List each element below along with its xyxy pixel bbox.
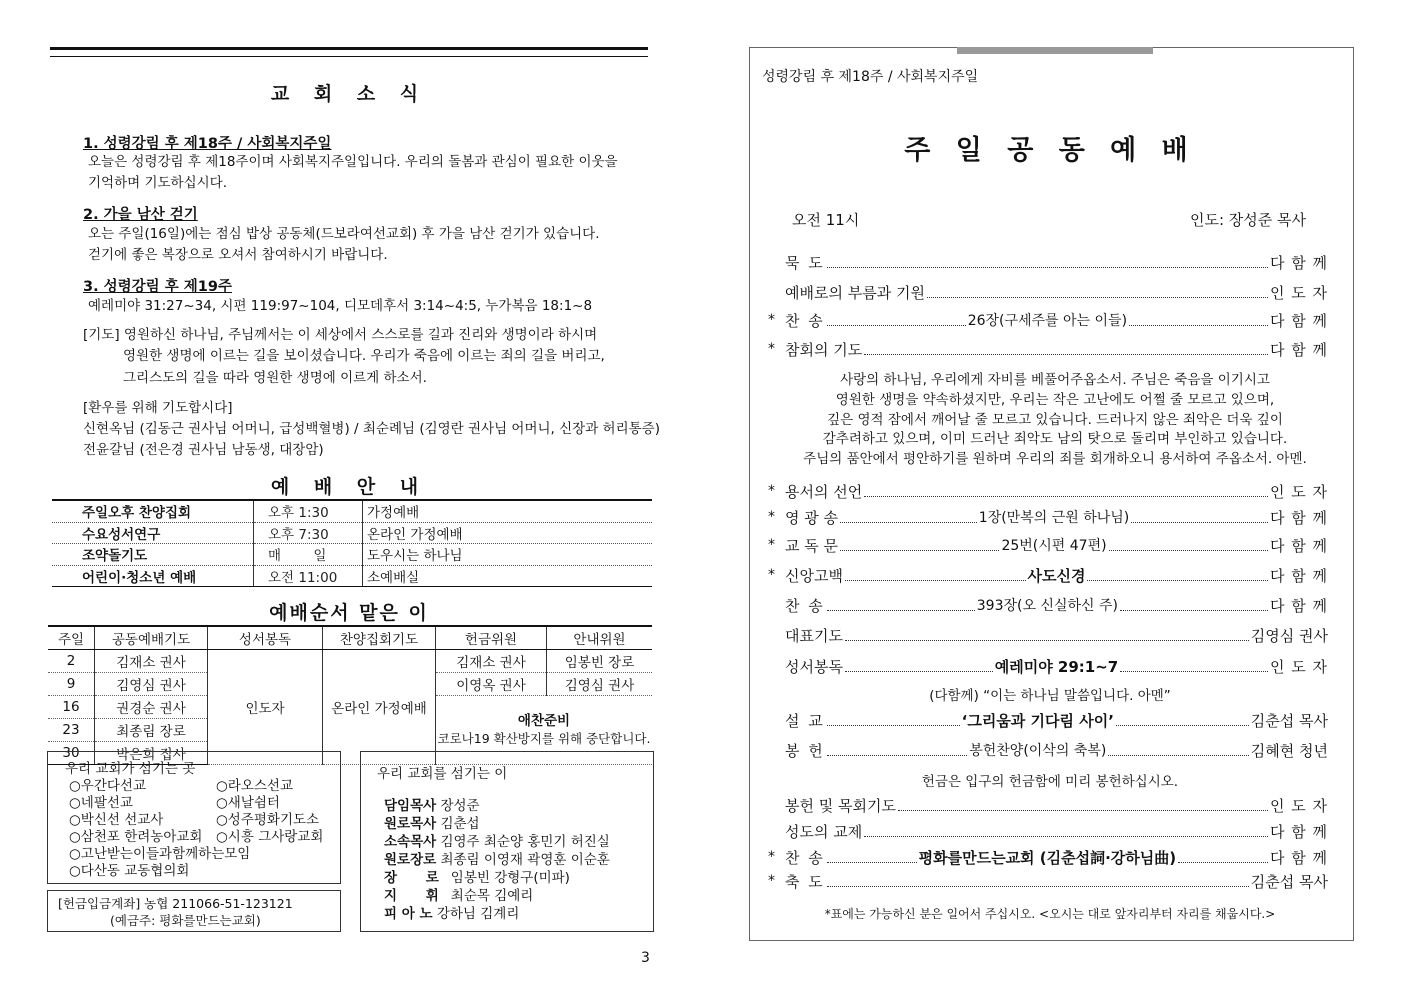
- order-detail: 봉헌찬양(이삭의 축복): [969, 743, 1107, 759]
- order-label: 예배로의 부름과 기원: [785, 283, 925, 302]
- order-detail: 1장(만복의 근원 하나님): [978, 510, 1130, 526]
- order-row: [768, 250, 1328, 274]
- order-performer: 다 함 께: [1269, 822, 1328, 841]
- dot-leader: [1120, 661, 1268, 672]
- dot-leader: [827, 600, 975, 611]
- staff-row: [384, 866, 570, 886]
- order-performer: 다 함 께: [1270, 536, 1329, 555]
- order-performer: 인 도 자: [1269, 796, 1328, 815]
- order-detail: 26장(구세주를 아는 이들): [967, 313, 1128, 329]
- dot-leader: [864, 344, 1268, 355]
- service-time: 매 일: [254, 544, 363, 566]
- news-title: 교 회 소 식: [270, 83, 428, 105]
- news-line: 기억하며 기도하십시다.: [88, 175, 227, 191]
- service-place: 가정예배: [363, 500, 653, 522]
- order-label: 묵 도: [785, 253, 825, 272]
- order-row: [768, 280, 1328, 304]
- footnote: *표에는 가능하신 분은 일어서 주십시오. <오시는 대로 앞자리부터 자리를 채웁시다.>: [824, 907, 1276, 921]
- order-star: *: [768, 341, 775, 357]
- staff-row: [384, 902, 519, 922]
- service-leader: 인도: 장성준 목사: [1190, 211, 1307, 229]
- order-label: 찬 송: [785, 311, 825, 330]
- dot-leader: [827, 852, 917, 863]
- confession-line: 깊은 영적 잠에서 깨어날 줄 모르고 있습니다. 드러나지 않은 죄악은 더욱 깊이: [827, 411, 1283, 428]
- duty-table: [48, 625, 652, 765]
- service-place: 도우시는 하나님: [363, 544, 653, 566]
- dot-leader: [1108, 745, 1248, 756]
- duty-offering: 이영옥 권사: [436, 673, 547, 696]
- sick-line: 전윤갈님 (전은경 권사님 남동생, 대장암): [83, 442, 324, 458]
- response-text: (다함께) “이는 하나님 말씀입니다. 아멘”: [929, 688, 1171, 704]
- service-time: 오전 11:00: [254, 565, 363, 587]
- offering-note: 헌금은 입구의 헌금함에 미리 봉헌하십시오.: [921, 774, 1179, 790]
- staff-role: 소속목사: [384, 834, 437, 850]
- order-row: [768, 533, 1328, 557]
- order-label: 찬 송: [785, 596, 825, 615]
- mission-item: ○다산동 교동협의회: [69, 863, 190, 879]
- order-label: 성도의 교제: [785, 822, 863, 841]
- prayer-line: [기도] 영원하신 하나님, 주님께서는 이 세상에서 스스로를 길과 진리와 생명이라 하시며: [83, 327, 598, 343]
- order-row: [768, 845, 1328, 869]
- mission-item: ○새날쉼터: [216, 795, 280, 811]
- order-row: [768, 819, 1328, 843]
- service-name: 주일오후 찬양집회: [52, 500, 254, 522]
- staff-role: 장 로: [384, 870, 451, 886]
- dot-leader: [927, 287, 1268, 298]
- dot-leader: [1129, 315, 1268, 326]
- dot-leader: [840, 512, 977, 523]
- news-heading-3: 3. 성령강림 후 제19주: [83, 279, 232, 295]
- staff-box: [360, 751, 654, 932]
- col-header: 성서봉독: [208, 626, 323, 650]
- order-star: *: [768, 312, 775, 328]
- service-place: 온라인 가정예배: [363, 522, 653, 544]
- mission-item: ○박신선 선교사: [69, 812, 164, 828]
- order-row: [768, 869, 1328, 893]
- duty-reading: 인도자: [208, 650, 323, 765]
- news-heading-2: 2. 가을 남산 걷기: [83, 207, 198, 223]
- order-row: [768, 738, 1328, 762]
- order-row: [768, 793, 1328, 817]
- order-performer: 김영심 권사: [1250, 626, 1328, 645]
- dot-leader: [864, 826, 1268, 837]
- staff-names: 강하님 김계리: [436, 906, 520, 922]
- order-row: [768, 337, 1328, 361]
- order-detail: 예레미야 29:1~7: [994, 657, 1119, 676]
- table-row: [52, 544, 652, 566]
- order-label: 축 도: [785, 872, 825, 891]
- mission-item: ○라오스선교: [216, 778, 293, 794]
- mission-item: ○고난받는이들과함께하는모임: [69, 846, 251, 862]
- order-label: 교 독 문: [785, 536, 839, 555]
- mission-item: ○성주평화기도소: [216, 812, 320, 828]
- staff-role: 피 아 노: [384, 906, 433, 922]
- order-performer: 김춘섭 목사: [1250, 872, 1328, 891]
- table-row: [52, 500, 652, 522]
- confession-line: 영원한 생명을 약속하셨지만, 우리는 작은 고난에도 어쩔 줄 모르고 있으며,: [835, 391, 1275, 408]
- duty-usher: 김영심 권사: [547, 673, 653, 696]
- page-title: 주 일 공 동 예 배: [904, 135, 1196, 166]
- sick-line: 신현옥님 (김동근 권사님 어머니, 급성백혈병) / 최순례님 (김영란 권사님 어머니, 신장과 허리통증): [83, 421, 660, 437]
- mission-box: [47, 751, 341, 884]
- order-label: 대표기도: [785, 626, 843, 645]
- duty-prayer: 박은희 집사: [95, 742, 208, 765]
- confession-line: 주님의 품안에서 평안하기를 원하며 우리의 죄를 회개하오니 용서하여 주옵소서. 아멘.: [803, 451, 1307, 468]
- service-time: 오전 11시: [792, 211, 860, 229]
- order-row: [768, 505, 1328, 529]
- service-table: [52, 499, 652, 587]
- staff-role: 담임목사: [384, 798, 437, 814]
- top-rule: [50, 47, 648, 57]
- order-detail: 393장(오 신실하신 주): [976, 598, 1118, 614]
- staff-names: 장성준: [440, 798, 480, 814]
- dot-leader: [827, 745, 967, 756]
- order-star: *: [768, 849, 775, 865]
- col-header: 공동예배기도: [95, 626, 208, 650]
- order-performer: 다 함 께: [1270, 596, 1329, 615]
- order-detail: ‘그리움과 기다림 사이’: [961, 711, 1114, 730]
- duty-day: 9: [48, 673, 95, 696]
- dot-leader: [1120, 600, 1268, 611]
- page-header: 성령강림 후 제18주 / 사회복지주일: [762, 69, 979, 85]
- mission-item: ○우간다선교: [69, 778, 146, 794]
- duty-offering: 김재소 권사: [436, 650, 547, 673]
- staff-row: [384, 812, 480, 832]
- order-star: *: [768, 509, 775, 525]
- account-line: [헌금입금계좌] 농협 211066-51-123121: [58, 896, 293, 911]
- table-row: [52, 522, 652, 544]
- order-performer: 인 도 자: [1269, 283, 1328, 302]
- mission-item: ○시흥 그사랑교회: [216, 829, 324, 845]
- col-header: 헌금위원: [436, 626, 547, 650]
- confession-line: 감추려하고 있으며, 이미 드러난 죄악도 남의 탓으로 돌리며 부인하고 있습니다.: [822, 431, 1288, 448]
- order-label: 참회의 기도: [785, 340, 863, 359]
- order-label: 영 광 송: [785, 508, 839, 527]
- duty-prayer: 김재소 권사: [95, 650, 208, 673]
- dot-leader: [1116, 715, 1249, 726]
- dot-leader: [840, 540, 999, 551]
- staff-names: 최종림 이영재 곽영훈 이순훈: [440, 852, 610, 868]
- staff-row: [384, 794, 480, 814]
- staff-row: [384, 884, 533, 904]
- duty-day: 2: [48, 650, 95, 673]
- order-label: 신앙고백: [785, 566, 843, 585]
- duty-day: 16: [48, 696, 95, 719]
- duty-prayer: 김영심 권사: [95, 673, 208, 696]
- order-performer: 다 함 께: [1270, 566, 1329, 585]
- dot-leader: [1131, 512, 1268, 523]
- prayer-line: 그리스도의 길을 따라 영원한 생명에 이르게 하소서.: [123, 370, 427, 386]
- order-row: [768, 308, 1328, 332]
- staff-role: 지 휘: [384, 888, 451, 904]
- order-detail: 사도신경: [1027, 566, 1086, 585]
- dot-leader: [827, 315, 966, 326]
- service-name: 수요성서연구: [52, 522, 254, 544]
- news-line: 예레미야 31:27~34, 시편 119:97~104, 디모데후서 3:14~4:5, 누가복음 18:1~8: [88, 298, 593, 314]
- order-performer: 김춘섭 목사: [1250, 711, 1329, 730]
- col-header: 안내위원: [547, 626, 653, 650]
- order-row: [768, 593, 1328, 617]
- service-time: 오후 7:30: [254, 522, 363, 544]
- duty-prayer: 권경순 권사: [95, 696, 208, 719]
- order-label: 성서봉독: [785, 657, 843, 676]
- duty-title: 예배순서 맡은 이: [269, 602, 429, 624]
- table-row: [52, 565, 652, 587]
- staff-names: 최순목 김예리: [450, 888, 534, 904]
- service-place: 소예배실: [363, 565, 653, 587]
- order-row: [768, 654, 1328, 678]
- order-performer: 다 함 께: [1269, 253, 1328, 272]
- mission-item: ○삼천포 한려농아교회: [69, 829, 203, 845]
- order-performer: 인 도 자: [1270, 657, 1329, 676]
- table-row: [48, 650, 652, 673]
- dot-leader: [1109, 540, 1268, 551]
- order-row: [768, 623, 1328, 647]
- order-performer: 다 함 께: [1270, 508, 1329, 527]
- dot-leader: [827, 876, 1249, 887]
- staff-title: 우리 교회를 섬기는 이: [377, 766, 508, 782]
- order-row: [768, 708, 1328, 732]
- mission-title: 우리 교회가 섬기는 곳: [65, 761, 196, 777]
- table-header-row: [48, 626, 652, 650]
- duty-prayer: 최종림 장로: [95, 719, 208, 742]
- news-line: 걷기에 좋은 복장으로 오셔서 참여하시기 바랍니다.: [88, 247, 388, 263]
- duty-usher: 임봉빈 장로: [547, 650, 653, 673]
- news-line: 오는 주일(16일)에는 점심 밥상 공동체(드보라여선교회) 후 가을 남산 걷기가 있습니다.: [88, 226, 600, 242]
- mission-item: ○네팔선교: [69, 795, 133, 811]
- staff-names: 임봉빈 강형구(미파): [450, 870, 570, 886]
- order-performer: 김혜현 청년: [1250, 741, 1328, 760]
- staff-names: 김춘섭: [440, 816, 480, 832]
- staff-row: [384, 830, 610, 850]
- order-star: *: [768, 873, 775, 889]
- choir-label: 애찬준비: [517, 713, 571, 729]
- prayer-line: 영원한 생명에 이르는 길을 보이셨습니다. 우리가 죽음에 이르는 죄의 길을 버리고,: [123, 348, 605, 364]
- order-performer: 다 함 께: [1269, 311, 1328, 330]
- duty-day: 30: [48, 742, 95, 765]
- order-star: *: [768, 537, 775, 553]
- order-detail: 평화를만드는교회 (김춘섭詞·강하님曲): [918, 848, 1177, 867]
- dot-leader: [845, 661, 993, 672]
- staff-role: 원로장로: [384, 852, 437, 868]
- choir-note: 코로나19 확산방지를 위해 중단합니다.: [437, 731, 651, 746]
- service-name: 어린이·청소년 예배: [52, 565, 254, 587]
- order-performer: 다 함 께: [1270, 848, 1329, 867]
- dot-leader: [1087, 570, 1268, 581]
- news-heading-1: 1. 성령강림 후 제18주 / 사회복지주일: [83, 136, 332, 152]
- confession-line: 사랑의 하나님, 우리에게 자비를 베풀어주옵소서. 주님은 죽음을 이기시고: [840, 372, 1270, 388]
- dot-leader: [898, 800, 1268, 811]
- dot-leader: [1178, 852, 1268, 863]
- dot-leader: [845, 570, 1026, 581]
- order-label: 설 교: [785, 711, 825, 730]
- order-star: *: [768, 483, 775, 499]
- service-name: 조약돌기도: [52, 544, 254, 566]
- order-row: [768, 479, 1328, 503]
- page-number: 3: [641, 950, 650, 966]
- sick-title: [환우를 위해 기도합시다]: [83, 400, 233, 416]
- order-performer: 다 함 께: [1269, 340, 1328, 359]
- dot-leader: [827, 257, 1268, 268]
- account-box: [47, 890, 341, 932]
- order-label: 용서의 선언: [785, 482, 863, 501]
- service-time: 오후 1:30: [254, 500, 363, 522]
- dot-leader: [845, 630, 1249, 641]
- duty-praise: 온라인 가정예배: [323, 650, 436, 765]
- staff-row: [384, 848, 610, 868]
- staff-names: 김영주 최순양 홍민기 허진실: [440, 834, 610, 850]
- order-row: [768, 563, 1328, 587]
- duty-day: 23: [48, 719, 95, 742]
- order-label: 봉헌 및 목회기도: [785, 796, 896, 815]
- account-holder: (예금주: 평화를만드는교회): [110, 913, 261, 928]
- order-label: 봉 헌: [785, 741, 825, 760]
- dot-leader: [864, 486, 1268, 497]
- order-performer: 인 도 자: [1269, 482, 1328, 501]
- news-line: 오늘은 성령강림 후 제18주이며 사회복지주일입니다. 우리의 돌봄과 관심이 필요한 이웃을: [88, 154, 618, 170]
- service-title: 예 배 안 내: [270, 476, 428, 498]
- col-header: 주일: [48, 626, 95, 650]
- order-detail: 25번(시편 47편): [1001, 538, 1107, 554]
- page-tab: [957, 47, 1153, 54]
- staff-role: 원로목사: [384, 816, 437, 832]
- col-header: 찬양집회기도: [323, 626, 436, 650]
- dot-leader: [827, 715, 960, 726]
- order-star: *: [768, 567, 775, 583]
- confession-text: [760, 371, 1350, 470]
- order-label: 찬 송: [785, 848, 825, 867]
